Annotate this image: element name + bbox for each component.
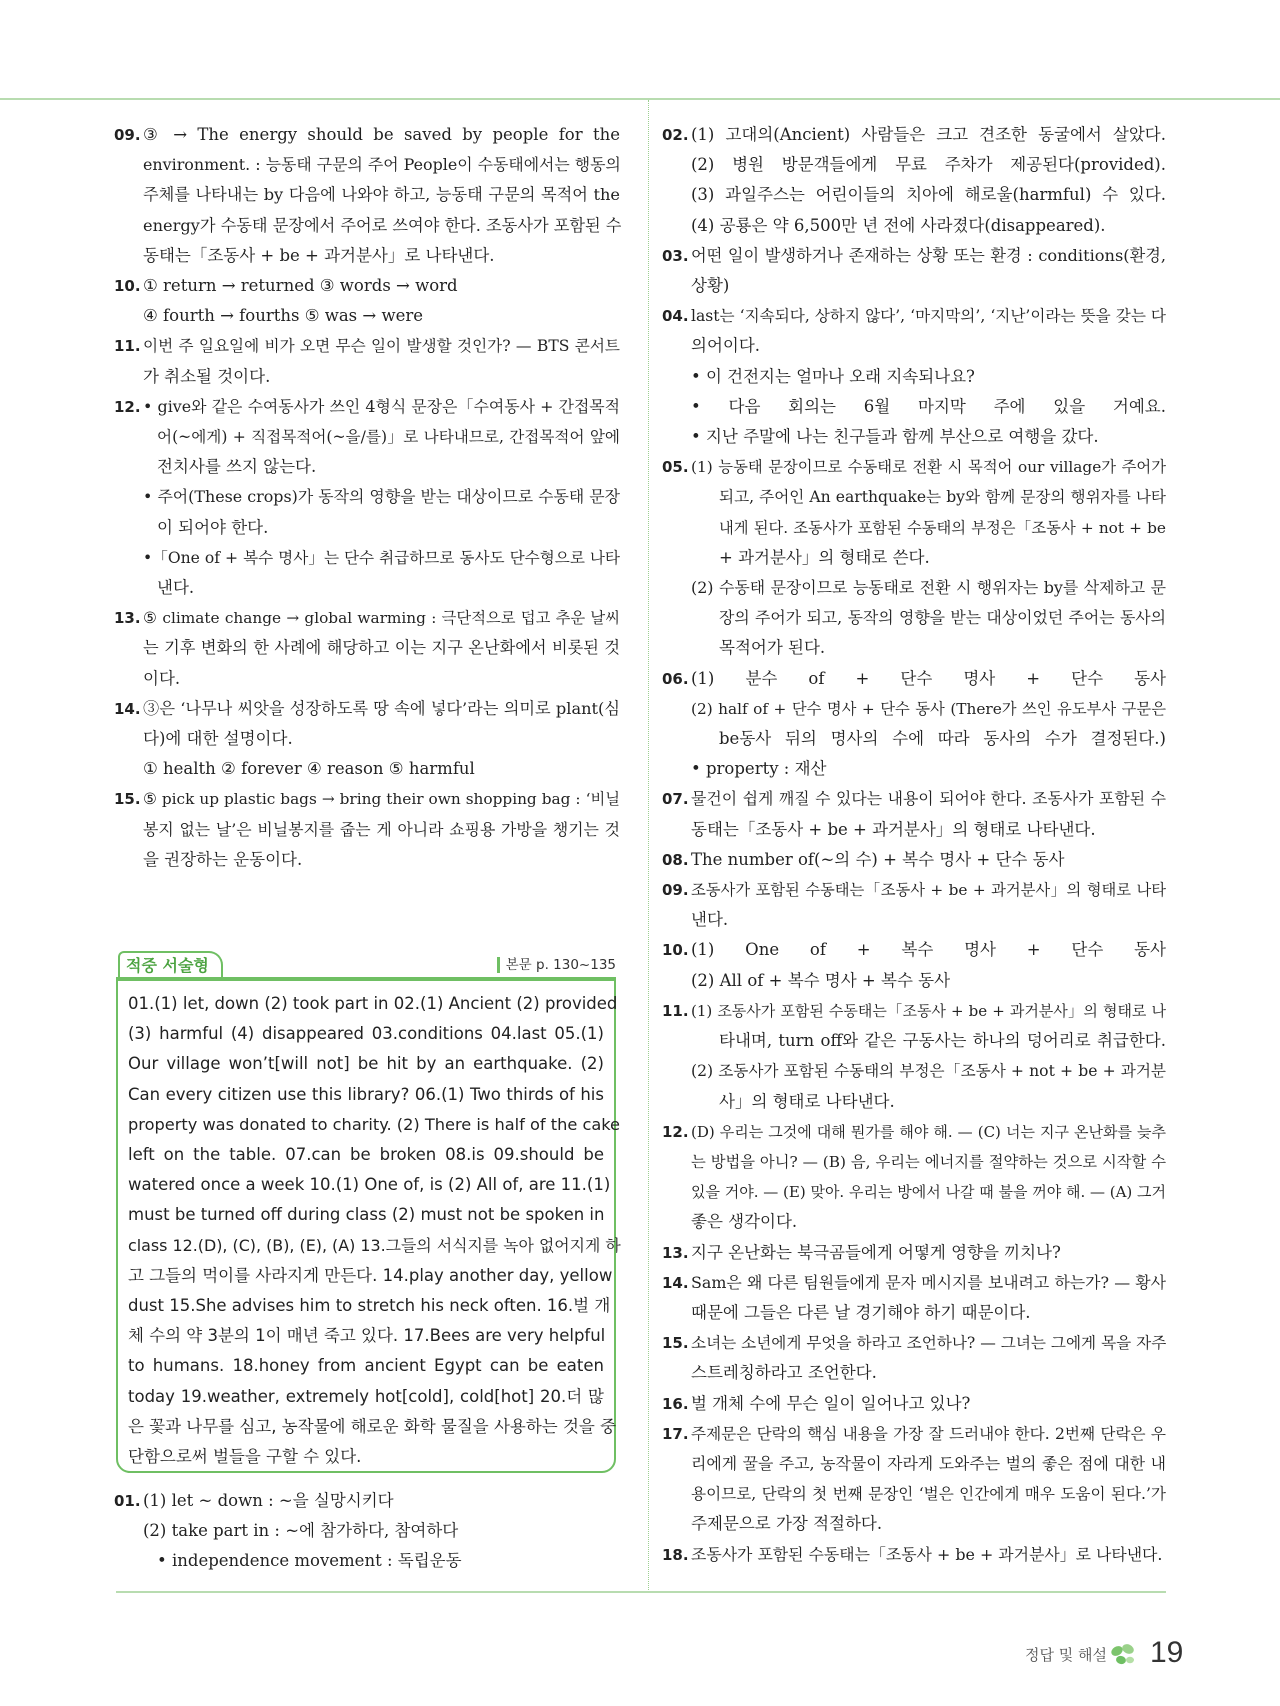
text-line: (2) 병원 방문객들에게 무료 주차가 제공된다(provided). xyxy=(691,155,1166,175)
text-line: 동태는「조동사 + be + 과거분사」로 나타낸다. xyxy=(143,245,495,265)
item-number: 18. xyxy=(662,1545,689,1564)
answer-item xyxy=(114,271,620,331)
item-text xyxy=(143,694,620,785)
item-number: 05. xyxy=(662,458,689,477)
answer-line: 은 꽃과 나무를 심고, 농작물에 해로운 화학 물질을 사용하는 것을 중 xyxy=(128,1416,617,1436)
answer-line: 단함으로써 벌들을 구할 수 있다. xyxy=(128,1447,362,1467)
answer-item xyxy=(662,301,1166,452)
text-line: 어떤 일이 발생하거나 존재하는 상황 또는 환경 : conditions(환경, xyxy=(691,245,1166,265)
answer-line: left on the table. 07.can be broken 08.is 09.should be xyxy=(128,1145,604,1165)
text-line: 소녀는 소년에게 무엇을 하라고 조언하나? — 그녀는 그에게 목을 자주 xyxy=(691,1334,1167,1353)
item-text xyxy=(691,845,1166,875)
answer-line: dust 15.She advises him to stretch his neck often. 16.벌 개 xyxy=(128,1296,611,1316)
text-line: 장의 주어가 되고, 동작의 영향을 받는 대상이었던 주어는 동사의 xyxy=(719,608,1166,628)
text-line: 이번 주 일요일에 비가 오면 무슨 일이 발생할 것인가? — BTS 콘서트 xyxy=(143,337,620,356)
answer-item xyxy=(662,996,1166,1117)
text-line: (2) All of + 복수 명사 + 복수 동사 xyxy=(691,970,951,990)
left-column xyxy=(114,120,620,875)
text-line: ⑤ pick up plastic bags → bring their own shopping bag : ‘비닐 xyxy=(143,790,620,809)
item-text xyxy=(691,1328,1166,1388)
text-line: 용이므로, 단락의 첫 번째 문장인 ‘벌은 인간에게 매우 도움이 된다.’가 xyxy=(691,1485,1166,1504)
item-text xyxy=(143,1486,620,1577)
item-text xyxy=(691,784,1166,844)
text-line: (4) 공룡은 약 6,500만 년 전에 사라졌다(disappeared). xyxy=(691,215,1106,235)
item-text xyxy=(691,1268,1166,1328)
text-line: The number of(~의 수) + 복수 명사 + 단수 동사 xyxy=(691,849,1065,869)
page-footer xyxy=(1000,1636,1184,1676)
answer-item xyxy=(114,603,620,694)
answer-item xyxy=(662,452,1166,663)
text-line: 이다. xyxy=(143,668,181,688)
answer-line: 고 그들의 먹이를 사라지게 만든다. 14.play another day, yellow xyxy=(128,1265,613,1285)
answer-line: property was donated to charity. (2) There is half of the cake xyxy=(128,1114,621,1134)
text-line: 낸다. xyxy=(157,578,195,598)
answer-line: Can every citizen use this library? 06.(1) Two thirds of his xyxy=(128,1084,604,1104)
answer-line: (3) harmful (4) disappeared 03.conditions 04.last 05.(1) xyxy=(128,1024,604,1044)
text-line: (2) take part in : ~에 참가하다, 참여하다 xyxy=(143,1521,459,1541)
answer-line: Our village won’t[will not] be hit by an earthquake. (2) xyxy=(128,1054,604,1074)
answer-item xyxy=(114,784,620,875)
text-line: 목적어가 된다. xyxy=(719,638,826,658)
after-box-explanation xyxy=(114,1486,620,1577)
text-line: ③ → The energy should be saved by people for the xyxy=(143,125,620,144)
text-line: (2) 조동사가 포함된 수동태의 부정은「조동사 + not + be + 과거분 xyxy=(691,1062,1166,1081)
text-line: (3) 과일주스는 어린이들의 치아에 해로울(harmful) 수 있다. xyxy=(691,185,1166,205)
text-line: 전치사를 쓰지 않는다. xyxy=(157,457,317,477)
text-line: 낸다. xyxy=(691,910,729,930)
text-line: ④ fourth → fourths ⑤ was → were xyxy=(143,306,424,326)
answer-line: class 12.(D), (C), (B), (E), (A) 13.그들의 서식지를 녹아 없어지게 하 xyxy=(128,1235,621,1255)
answer-line: 01.(1) let, down (2) took part in 02.(1) Ancient (2) provided xyxy=(128,994,618,1013)
text-line: • 지난 주말에 나는 친구들과 함께 부산으로 여행을 갔다. xyxy=(691,427,1099,447)
item-number: 09. xyxy=(114,126,141,144)
item-number: 01. xyxy=(114,1492,141,1510)
item-number: 02. xyxy=(662,126,689,144)
answer-item xyxy=(114,392,620,603)
page-number: 19 xyxy=(1150,1636,1184,1669)
text-line: • independence movement : 독립운동 xyxy=(157,1551,462,1571)
text-line: ③은 ‘나무나 씨앗을 성장하도록 땅 속에 넣다’라는 의미로 plant(심 xyxy=(143,698,620,718)
answer-item xyxy=(662,784,1166,844)
item-number: 07. xyxy=(662,790,689,809)
item-number: 08. xyxy=(662,850,689,869)
text-line: Sam은 왜 다른 팀원들에게 문자 메시지를 보내려고 하는가? — 황사 xyxy=(691,1272,1166,1292)
text-line: 는 기후 변화의 한 사례에 해당하고 이는 지구 온난화에서 비롯된 것 xyxy=(143,638,620,658)
item-number: 14. xyxy=(114,699,141,718)
answer-item xyxy=(114,1486,620,1577)
answer-item xyxy=(662,1328,1166,1388)
answer-item xyxy=(662,664,1166,785)
text-line: • 이 건전지는 얼마나 오래 지속되나요? xyxy=(691,366,975,386)
item-text xyxy=(143,331,620,391)
answer-item xyxy=(662,845,1166,875)
item-text xyxy=(691,1117,1166,1238)
column-divider xyxy=(648,100,649,1592)
answer-item xyxy=(662,1238,1166,1268)
text-line: 주체를 나타내는 by 다음에 나와야 하고, 능동태 구문의 목적어 the xyxy=(143,185,620,205)
text-line: 다)에 대한 설명이다. xyxy=(143,729,293,749)
item-text xyxy=(691,875,1166,935)
text-line: energy가 수동태 문장에서 주어로 쓰여야 한다. 조동사가 포함된 수 xyxy=(143,215,622,235)
item-number: 03. xyxy=(662,246,689,265)
text-line: 되고, 주어인 An earthquake는 by와 함께 문장의 행위자를 나타 xyxy=(719,488,1166,507)
text-line: (1) 능동태 문장이므로 수동태로 전환 시 목적어 our village가 주어가 xyxy=(691,458,1166,477)
text-line: environment. : 능동태 구문의 주어 People이 수동태에서는 행동의 xyxy=(143,155,621,175)
item-text xyxy=(691,1419,1166,1540)
text-line: 동태는「조동사 + be + 과거분사」의 형태로 나타낸다. xyxy=(691,819,1096,839)
text-line: 내게 된다. 조동사가 포함된 수동태의 부정은「조동사 + not + be xyxy=(719,518,1166,537)
text-line: 지구 온난화는 북극곰들에게 어떻게 영향을 끼치나? xyxy=(691,1242,1061,1262)
answer-item xyxy=(114,120,620,271)
item-text xyxy=(691,1540,1166,1570)
answer-line: 체 수의 약 3분의 1이 매년 죽고 있다. 17.Bees are very helpful xyxy=(128,1326,606,1346)
text-line: 주제문으로 가장 적절하다. xyxy=(691,1514,883,1534)
item-text xyxy=(143,392,620,603)
item-text xyxy=(691,452,1166,663)
item-number: 10. xyxy=(662,941,689,960)
item-text xyxy=(691,1238,1166,1268)
text-line: 리에게 꿀을 주고, 농작물이 자라게 도와주는 벌의 좋은 점에 대한 내 xyxy=(691,1453,1166,1473)
text-line: 좋은 생각이다. xyxy=(691,1212,798,1232)
item-number: 13. xyxy=(114,609,141,628)
item-text xyxy=(143,271,620,331)
text-line: 주제문은 단락의 핵심 내용을 가장 잘 드러내야 한다. 2번째 단락은 우 xyxy=(691,1424,1166,1443)
answer-item xyxy=(662,241,1166,301)
text-line: 가 취소될 것이다. xyxy=(143,366,271,386)
answer-item xyxy=(662,120,1166,241)
text-line: be동사 뒤의 명사의 수에 따라 동사의 수가 결정된다.) xyxy=(719,729,1166,749)
text-line: 상황) xyxy=(691,276,730,296)
leaf-icon xyxy=(1108,1640,1138,1670)
item-number: 17. xyxy=(662,1424,689,1443)
top-divider xyxy=(0,98,1280,100)
item-number: 15. xyxy=(662,1334,689,1353)
item-number: 12. xyxy=(114,397,141,416)
answer-line: today 19.weather, extremely hot[cold], cold[hot] 20.더 많 xyxy=(128,1386,604,1406)
item-number: 11. xyxy=(114,337,141,356)
text-line: 있을 거야. — (E) 맞아. 우리는 방에서 나갈 때 불을 꺼야 해. — (A) 그거 xyxy=(691,1183,1167,1202)
text-line: ⑤ climate change → global warming : 극단적으로 덥고 추운 날씨 xyxy=(143,609,620,628)
right-column xyxy=(662,120,1166,1570)
item-text xyxy=(143,603,620,694)
item-number: 14. xyxy=(662,1273,689,1292)
item-text xyxy=(143,120,620,271)
text-line: • property : 재산 xyxy=(691,759,827,779)
item-number: 16. xyxy=(662,1394,689,1413)
item-text xyxy=(691,1389,1166,1419)
item-text xyxy=(691,935,1166,995)
answer-line: to humans. 18.honey from ancient Egypt can be eaten xyxy=(128,1356,604,1376)
answer-item xyxy=(662,1117,1166,1238)
item-number: 12. xyxy=(662,1122,689,1141)
text-line: 때문에 그들은 다른 날 경기해야 하기 때문이다. xyxy=(691,1302,1031,1322)
text-line: 의어이다. xyxy=(691,336,761,356)
item-number: 11. xyxy=(662,1001,689,1020)
text-line: (1) 분수 of + 단수 명사 + 단수 동사 xyxy=(691,668,1166,688)
item-number: 06. xyxy=(662,669,689,688)
text-line: (1) 고대의(Ancient) 사람들은 크고 견조한 동굴에서 살았다. xyxy=(691,125,1166,144)
text-line: 이 되어야 한다. xyxy=(157,517,269,537)
text-line: 어(~에게) + 직접목적어(~을/를)」로 나타내므로, 간접목적어 앞에 xyxy=(157,428,620,447)
answer-box-header xyxy=(116,951,616,979)
text-line: (2) half of + 단수 명사 + 단수 동사 (There가 쓰인 유도부사 구문은 xyxy=(691,699,1166,718)
text-line: 는 방법을 아니? — (B) 음, 우리는 에너지를 절약하는 것으로 시작할 수 xyxy=(691,1152,1166,1171)
item-text xyxy=(691,301,1166,452)
text-line: 사」의 형태로 나타낸다. xyxy=(719,1091,895,1111)
text-line: • 주어(These crops)가 동작의 영향을 받는 대상이므로 수동태 문장 xyxy=(143,487,620,507)
text-line: 물건이 쉽게 깨질 수 있다는 내용이 되어야 한다. 조동사가 포함된 수 xyxy=(691,789,1166,809)
item-text xyxy=(691,120,1166,241)
item-number: 10. xyxy=(114,277,141,296)
item-text xyxy=(143,784,620,875)
item-number: 13. xyxy=(662,1243,689,1262)
bottom-divider xyxy=(116,1591,1166,1593)
answer-line: watered once a week 10.(1) One of, is (2) All of, are 11.(1) xyxy=(128,1175,611,1195)
text-line: + 과거분사」의 형태로 쓴다. xyxy=(719,547,930,567)
item-number: 04. xyxy=(662,307,689,326)
text-line: 봉지 없는 날’은 비닐봉지를 줍는 게 아니라 쇼핑용 가방을 챙기는 것 xyxy=(143,819,620,839)
item-number: 15. xyxy=(114,790,141,809)
answer-box-tab: 적중 서술형 xyxy=(118,951,223,980)
answer-item xyxy=(662,935,1166,995)
item-text xyxy=(691,996,1166,1117)
text-line: 조동사가 포함된 수동태는「조동사 + be + 과거분사」의 형태로 나타 xyxy=(691,881,1166,900)
answer-box xyxy=(116,979,621,1473)
text-line: ① health ② forever ④ reason ⑤ harmful xyxy=(143,759,475,779)
answer-line: must be turned off during class (2) must not be spoken in xyxy=(128,1205,605,1225)
page-reference: 본문 p. 130~135 xyxy=(497,957,616,973)
text-line: 타내며, turn off와 같은 구동사는 하나의 덩어리로 취급한다. xyxy=(719,1031,1166,1051)
answer-item xyxy=(662,1389,1166,1419)
text-line: (2) 수동태 문장이므로 능동태로 전환 시 행위자는 by를 삭제하고 문 xyxy=(691,578,1166,598)
answer-item xyxy=(662,1540,1166,1570)
text-line: •「One of + 복수 명사」는 단수 취급하므로 동사도 단수형으로 나타 xyxy=(143,548,620,567)
text-line: • 다음 회의는 6월 마지막 주에 있을 거예요. xyxy=(691,396,1166,416)
text-line: 벌 개체 수에 무슨 일이 일어나고 있나? xyxy=(691,1393,971,1413)
answer-item xyxy=(662,875,1166,935)
text-line: 조동사가 포함된 수동태는「조동사 + be + 과거분사」로 나타낸다. xyxy=(691,1544,1163,1564)
text-line: (1) One of + 복수 명사 + 단수 동사 xyxy=(691,940,1166,960)
text-line: (1) let ~ down : ~을 실망시키다 xyxy=(143,1491,394,1510)
item-text xyxy=(691,664,1166,785)
footer-label: 정답 및 해설 xyxy=(1025,1646,1107,1664)
text-line: ① return → returned ③ words → word xyxy=(143,276,458,296)
item-text xyxy=(691,241,1166,301)
answer-item xyxy=(114,331,620,391)
text-line: (D) 우리는 그것에 대해 뭔가를 해야 해. — (C) 너는 지구 온난화를 늦추 xyxy=(691,1122,1166,1141)
text-line: last는 ‘지속되다, 상하지 않다’, ‘마지막의’, ‘지난’이라는 뜻을 갖는 다 xyxy=(691,307,1166,326)
answer-item xyxy=(662,1268,1166,1328)
text-line: (1) 조동사가 포함된 수동태는「조동사 + be + 과거분사」의 형태로 나 xyxy=(691,1001,1166,1020)
text-line: 을 권장하는 운동이다. xyxy=(143,849,303,869)
text-line: • give와 같은 수여동사가 쓰인 4형식 문장은「수여동사 + 간접목적 xyxy=(143,396,620,416)
text-line: 스트레칭하라고 조언한다. xyxy=(691,1363,877,1383)
answer-item xyxy=(662,1419,1166,1540)
answer-item xyxy=(114,694,620,785)
item-number: 09. xyxy=(662,881,689,900)
